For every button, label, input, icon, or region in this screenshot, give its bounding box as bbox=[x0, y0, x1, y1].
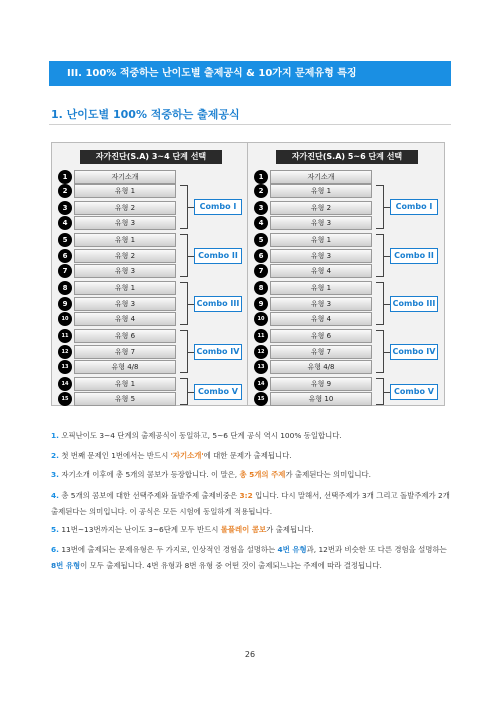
note-item bbox=[51, 522, 451, 538]
combo-bracket bbox=[180, 378, 188, 405]
question-type-label: 유형 1 bbox=[270, 184, 372, 198]
section-title: 1. 난이도별 100% 적중하는 출제공식 bbox=[51, 108, 240, 121]
note-highlight: 3:2 bbox=[239, 491, 253, 500]
combo-bracket bbox=[376, 185, 384, 229]
note-number: 2. bbox=[51, 451, 59, 460]
combo-label: Combo II bbox=[194, 248, 242, 264]
combo-label: Combo IV bbox=[194, 344, 242, 360]
question-number: 5 bbox=[254, 233, 268, 247]
question-type-label: 유형 3 bbox=[270, 297, 372, 311]
note-number: 3. bbox=[51, 470, 59, 479]
question-type-label: 유형 1 bbox=[74, 377, 176, 391]
question-type-label: 유형 7 bbox=[74, 345, 176, 359]
note-item bbox=[51, 467, 451, 483]
combo-label: Combo III bbox=[194, 296, 242, 312]
note-highlight: 롤플레이 콤보 bbox=[220, 525, 267, 534]
note-highlight: '자기소개' bbox=[170, 451, 204, 460]
panel-header: 자가진단(S.A) 5~6 단계 선택 bbox=[276, 150, 418, 164]
note-text: 과, 12번과 비슷한 또 다른 경험을 설명하는 bbox=[306, 545, 447, 554]
question-number: 4 bbox=[254, 216, 268, 230]
question-number: 9 bbox=[58, 297, 72, 311]
combo-label: Combo III bbox=[390, 296, 438, 312]
question-type-label: 유형 4 bbox=[270, 312, 372, 326]
question-type-label: 유형 3 bbox=[74, 264, 176, 278]
question-type-label: 자기소개 bbox=[74, 170, 176, 184]
combo-label: Combo V bbox=[194, 384, 242, 400]
question-type-label: 유형 1 bbox=[270, 281, 372, 295]
formula-panel-level-5-6 bbox=[247, 142, 445, 406]
question-number: 3 bbox=[254, 201, 268, 215]
question-type-label: 유형 4 bbox=[74, 312, 176, 326]
question-number: 10 bbox=[58, 312, 72, 326]
question-number: 14 bbox=[254, 377, 268, 391]
note-text: 입니다. 다시 말해서, 선택주제가 3개 그리고 돌발주제가 2개 출제된다는 의미입니다. 이 공식은 모든 시험에 동일하게 적용됩니다. bbox=[51, 491, 450, 516]
question-number: 6 bbox=[58, 249, 72, 263]
question-type-label: 유형 2 bbox=[74, 249, 176, 263]
note-text: 총 5개의 콤보에 대한 선택주제와 돌발주제 출제비중은 bbox=[61, 491, 240, 500]
question-number: 6 bbox=[254, 249, 268, 263]
question-type-label: 유형 1 bbox=[74, 184, 176, 198]
question-type-label: 유형 6 bbox=[270, 329, 372, 343]
combo-bracket bbox=[180, 185, 188, 229]
question-number: 11 bbox=[254, 329, 268, 343]
question-number: 7 bbox=[58, 264, 72, 278]
note-number: 6. bbox=[51, 545, 59, 554]
question-type-label: 유형 6 bbox=[74, 329, 176, 343]
note-item bbox=[51, 488, 451, 519]
section-divider bbox=[49, 124, 451, 125]
note-text: 11번~13번까지는 난이도 3~6단계 모두 반드시 bbox=[61, 525, 221, 534]
question-type-label: 유형 2 bbox=[270, 201, 372, 215]
combo-label: Combo I bbox=[390, 199, 438, 215]
question-type-label: 유형 5 bbox=[74, 392, 176, 406]
question-number: 1 bbox=[58, 170, 72, 184]
question-number: 1 bbox=[254, 170, 268, 184]
question-type-label: 유형 9 bbox=[270, 377, 372, 391]
question-number: 2 bbox=[254, 184, 268, 198]
question-type-label: 유형 1 bbox=[270, 233, 372, 247]
note-text: 가 출제됩니다. bbox=[266, 525, 314, 534]
note-highlight: 8번 유형 bbox=[51, 560, 81, 570]
combo-bracket bbox=[376, 378, 384, 405]
question-number: 8 bbox=[58, 281, 72, 295]
note-number: 4. bbox=[51, 491, 59, 500]
question-number: 13 bbox=[58, 360, 72, 374]
page-number: 26 bbox=[244, 650, 256, 659]
note-item bbox=[51, 542, 451, 573]
combo-label: Combo I bbox=[194, 199, 242, 215]
combo-bracket bbox=[376, 234, 384, 277]
question-number: 15 bbox=[58, 392, 72, 406]
note-text: 13번에 출제되는 문제유형은 두 가지로, 인상적인 경험을 설명하는 bbox=[61, 545, 278, 554]
combo-label: Combo II bbox=[390, 248, 438, 264]
combo-bracket bbox=[376, 282, 384, 325]
note-highlight: 총 5개의 주제 bbox=[239, 470, 286, 479]
chapter-banner: III. 100% 적중하는 난이도별 출제공식 & 10가지 문제유형 특징 bbox=[49, 61, 451, 86]
question-number: 12 bbox=[254, 345, 268, 359]
question-number: 12 bbox=[58, 345, 72, 359]
question-type-label: 유형 3 bbox=[270, 216, 372, 230]
question-type-label: 유형 4/8 bbox=[74, 360, 176, 374]
note-item bbox=[51, 428, 451, 444]
question-number: 11 bbox=[58, 329, 72, 343]
question-type-label: 유형 3 bbox=[74, 216, 176, 230]
question-number: 14 bbox=[58, 377, 72, 391]
note-number: 1. bbox=[51, 431, 59, 440]
question-type-label: 유형 4/8 bbox=[270, 360, 372, 374]
note-item bbox=[51, 448, 451, 464]
note-text: 자기소개 이후에 총 5개의 콤보가 등장합니다. 이 말은, bbox=[61, 470, 240, 479]
question-number: 9 bbox=[254, 297, 268, 311]
combo-bracket bbox=[180, 234, 188, 277]
note-text: 오픽난이도 3~4 단계의 출제공식이 동일하고, 5~6 단계 공식 역시 100% 동일합니다. bbox=[61, 431, 342, 440]
question-number: 2 bbox=[58, 184, 72, 198]
combo-bracket bbox=[180, 282, 188, 325]
question-type-label: 자기소개 bbox=[270, 170, 372, 184]
question-type-label: 유형 2 bbox=[74, 201, 176, 215]
note-text: 가 출제된다는 의미입니다. bbox=[285, 470, 372, 479]
question-number: 15 bbox=[254, 392, 268, 406]
question-number: 5 bbox=[58, 233, 72, 247]
note-text: 첫 번째 문제인 1번에서는 반드시 bbox=[61, 451, 171, 460]
question-number: 8 bbox=[254, 281, 268, 295]
question-type-label: 유형 1 bbox=[74, 281, 176, 295]
note-text: 에 대한 문제가 출제됩니다. bbox=[203, 451, 292, 460]
combo-bracket bbox=[180, 330, 188, 373]
combo-label: Combo V bbox=[390, 384, 438, 400]
combo-label: Combo IV bbox=[390, 344, 438, 360]
question-type-label: 유형 4 bbox=[270, 264, 372, 278]
note-number: 5. bbox=[51, 525, 59, 534]
note-highlight: 4번 유형 bbox=[277, 545, 307, 554]
question-type-label: 유형 3 bbox=[74, 297, 176, 311]
question-number: 10 bbox=[254, 312, 268, 326]
formula-panel-level-3-4 bbox=[51, 142, 249, 406]
question-type-label: 유형 3 bbox=[270, 249, 372, 263]
question-type-label: 유형 7 bbox=[270, 345, 372, 359]
question-number: 4 bbox=[58, 216, 72, 230]
note-text: 이 모두 출제됩니다. 4번 유형과 8번 유형 중 어떤 것이 출제되느냐는 주제에 따라 결정됩니다. bbox=[80, 560, 382, 570]
panel-header: 자가진단(S.A) 3~4 단계 선택 bbox=[80, 150, 222, 164]
question-number: 13 bbox=[254, 360, 268, 374]
question-number: 7 bbox=[254, 264, 268, 278]
question-number: 3 bbox=[58, 201, 72, 215]
question-type-label: 유형 1 bbox=[74, 233, 176, 247]
combo-bracket bbox=[376, 330, 384, 373]
question-type-label: 유형 10 bbox=[270, 392, 372, 406]
